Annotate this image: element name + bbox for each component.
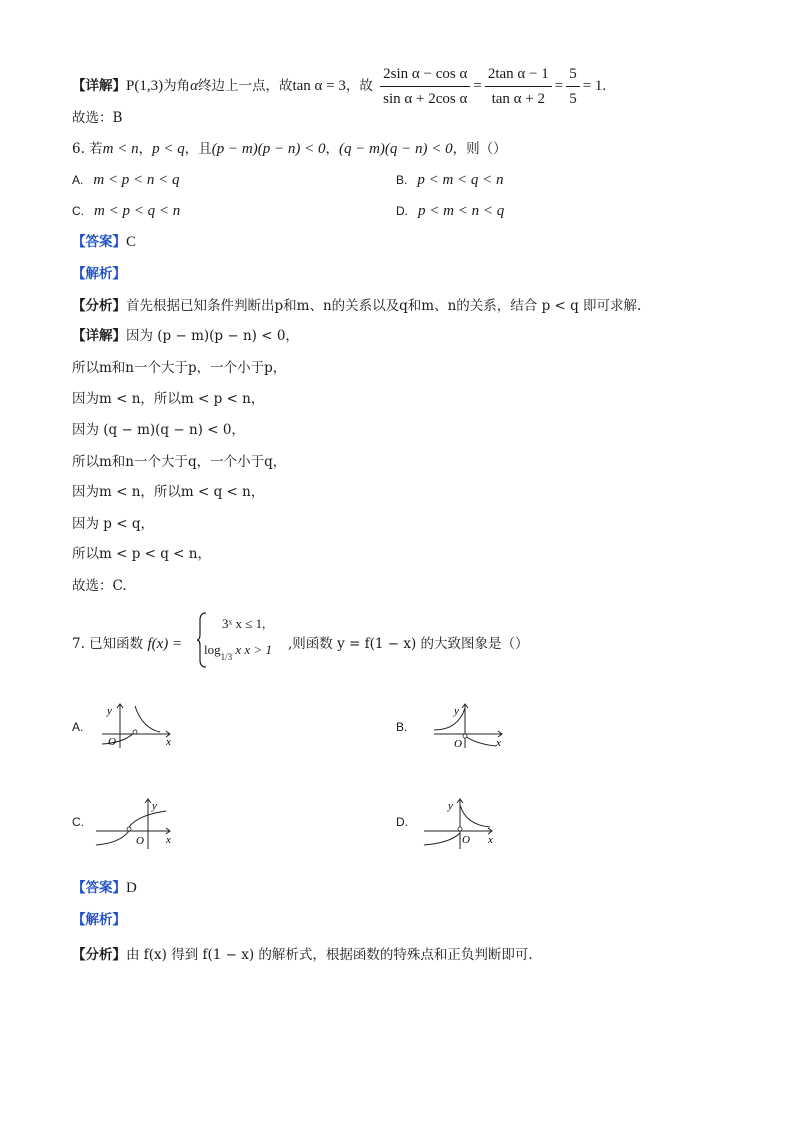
graph-b-x-label: x bbox=[496, 737, 501, 749]
analysis-heading-q7: 【解析】 bbox=[72, 912, 126, 928]
graph-d-x-label: x bbox=[488, 834, 493, 846]
answer-q6: 【答案】C bbox=[72, 234, 137, 250]
graph-a[interactable] bbox=[98, 700, 182, 750]
step-4: 因为 (q − m)(q − n) < 0， bbox=[72, 422, 245, 438]
step-9: 故选：C. bbox=[72, 578, 127, 594]
graph-a-origin: O bbox=[108, 736, 116, 748]
fraction-tan: $\frac{\text{2tan α − 1}}{\text{tan α + 2}}$ bbox=[485, 64, 552, 109]
piecewise-case1: 3ˣ x ≤ 1, bbox=[222, 616, 266, 631]
option-b[interactable]: B. p < m < q < n bbox=[396, 172, 504, 188]
step-6: 因为m < n，所以m < q < n， bbox=[72, 484, 265, 500]
graph-b-y-label: y bbox=[454, 705, 459, 717]
graph-c[interactable] bbox=[92, 795, 182, 851]
tan-equation: tan α = 3 bbox=[292, 78, 346, 94]
graph-label-b[interactable]: B. bbox=[396, 720, 408, 734]
graph-label-d[interactable]: D. bbox=[396, 815, 408, 829]
step-2: 所以m和n一个大于p，一个小于p， bbox=[72, 360, 287, 376]
text-terminal-side: 终边上一点，故 bbox=[197, 78, 293, 94]
answer-q7: 【答案】D bbox=[72, 880, 137, 896]
fraction-sin-cos: $\frac{\text{2sin α − cos α}}{\text{sin α + 2cos α}}$ bbox=[380, 64, 470, 109]
text-therefore: ，故 bbox=[345, 78, 373, 94]
step-5: 所以m和n一个大于q，一个小于q， bbox=[72, 454, 287, 470]
question-7-prefix: 7. 已知函数 f(x) = bbox=[72, 636, 183, 652]
graph-d-y-label: y bbox=[448, 800, 453, 812]
step-7: 因为 p < q， bbox=[72, 516, 154, 532]
analysis-heading-q6: 【解析】 bbox=[72, 266, 126, 282]
graph-d[interactable] bbox=[420, 795, 504, 851]
text-angle: 为角 bbox=[163, 78, 191, 94]
graph-d-origin: O bbox=[462, 834, 470, 846]
alpha-symbol: α bbox=[190, 78, 198, 94]
piecewise-case2: $\log_{1/3} x$ x > 1 bbox=[204, 642, 272, 662]
graph-a-x-label: x bbox=[166, 736, 171, 748]
answer-q5: 故选：B bbox=[72, 110, 123, 126]
step-3: 因为m < n，所以m < p < n， bbox=[72, 391, 265, 407]
point-p: P(1,3) bbox=[126, 78, 164, 94]
graph-a-y-label: y bbox=[107, 705, 112, 717]
graph-c-x-label: x bbox=[166, 834, 171, 846]
fenxi-q6: 【分析】首先根据已知条件判断出p和m、n的关系以及q和m、n的关系，结合 p < q 即可求解. bbox=[72, 298, 642, 314]
result-one: = 1. bbox=[582, 78, 607, 94]
graph-b[interactable] bbox=[430, 700, 514, 752]
graph-b-origin: O bbox=[454, 738, 462, 750]
detail-line-q5: 【详解】P(1,3)为角α终边上一点，故tan α = 3，故 $\frac{\text{2sin α − cos α}}{\text{sin α + 2cos α}}$ = $\frac{\text{2tan α − 1}}{\text{tan α + 2}}$ = $\frac{5}{5}$ = 1. bbox=[72, 66, 607, 107]
question-7-suffix: ,则函数 y = f(1 − x) 的大致图象是（） bbox=[288, 636, 529, 652]
detail-q6: 【详解】因为 (p − m)(p − n) < 0， bbox=[72, 328, 299, 344]
graph-c-origin: O bbox=[136, 835, 144, 847]
option-a[interactable]: A. m < p < n < q bbox=[72, 172, 180, 188]
step-8: 所以m < p < q < n， bbox=[72, 546, 211, 562]
graph-c-y-label: y bbox=[152, 800, 157, 812]
option-c[interactable]: C. m < p < q < n bbox=[72, 203, 181, 219]
question-6-stem: 6. 若m < n，p < q，且(p − m)(p − n) < 0，(q − m)(q − n) < 0，则（） bbox=[72, 141, 507, 157]
option-d[interactable]: D. p < m < n < q bbox=[396, 203, 505, 219]
graph-label-c[interactable]: C. bbox=[72, 815, 84, 829]
fraction-five: $\frac{5}{5}$ bbox=[566, 64, 580, 109]
graph-label-a[interactable]: A. bbox=[72, 720, 84, 734]
detail-tag: 【详解】 bbox=[72, 78, 126, 94]
fenxi-q7: 【分析】由 f(x) 得到 f(1 − x) 的解析式，根据函数的特殊点和正负判断即可. bbox=[72, 947, 533, 963]
